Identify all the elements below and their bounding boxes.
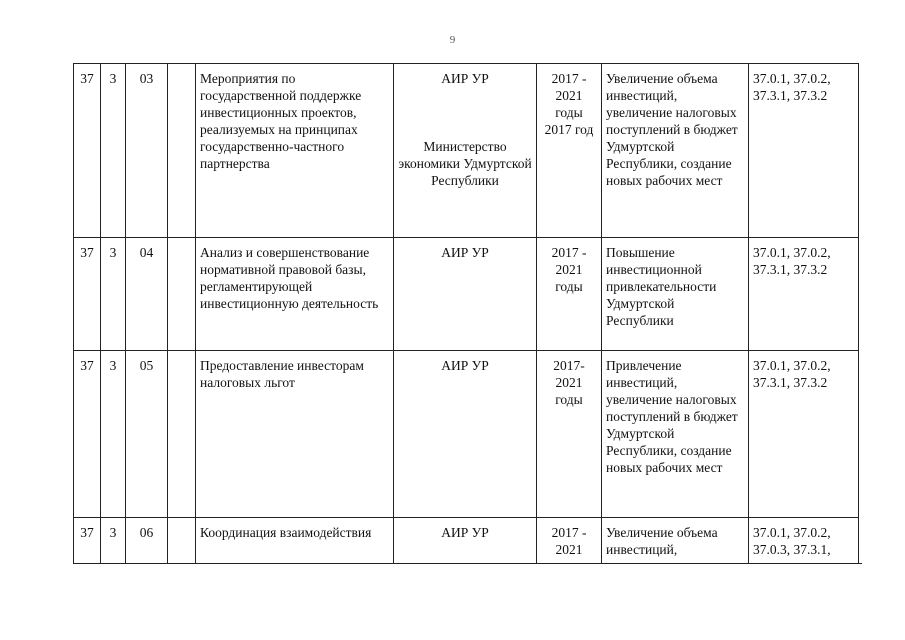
code-cell: 37 xyxy=(74,518,101,565)
result-cell: Повышение инвестиционной привлекательности Удмуртской Республики xyxy=(602,238,749,351)
result-cell: Увеличение объема инвестиций, увеличение налоговых поступлений в бюджет Удмуртской Республики, создание новых рабочих мест xyxy=(602,64,749,238)
indicators-cell: 37.0.1, 37.0.2, 37.3.1, 37.3.2 xyxy=(749,238,859,351)
indicators-cell: 37.0.1, 37.0.2, 37.3.1, 37.3.2 xyxy=(749,64,859,238)
code-cell: 05 xyxy=(126,351,168,518)
executor-text: АИР УР xyxy=(441,71,489,86)
indicators-cell: 37.0.1, 37.0.2, 37.3.1, 37.3.2 xyxy=(749,351,859,518)
program-table xyxy=(73,63,859,564)
executor-text: АИР УР xyxy=(441,245,489,260)
executor-cell xyxy=(394,64,537,238)
table-row xyxy=(74,351,859,518)
code-cell xyxy=(168,518,196,565)
table-row xyxy=(74,518,859,565)
code-cell: 37 xyxy=(74,238,101,351)
period-text: 2017 - 2021 годы xyxy=(551,245,587,294)
measure-name-cell: Предоставление инвесторам налоговых льгот xyxy=(196,351,394,518)
result-cell: Увеличение объема инвестиций, xyxy=(602,518,749,565)
measure-name-cell: Анализ и совершенствование нормативной правовой базы, регламентирующей инвестиционную деятельность xyxy=(196,238,394,351)
code-cell: 04 xyxy=(126,238,168,351)
code-cell xyxy=(168,238,196,351)
executor-cell xyxy=(394,238,537,351)
code-cell: 37 xyxy=(74,351,101,518)
period-cell xyxy=(537,64,602,238)
period-cell xyxy=(537,351,602,518)
code-cell: 03 xyxy=(126,64,168,238)
page-number: 9 xyxy=(449,34,456,46)
code-cell: 3 xyxy=(101,518,126,565)
period-text: 2017 - 2021 годы xyxy=(551,71,587,120)
period-text: 2017 год xyxy=(544,122,594,137)
program-table-viewport xyxy=(73,63,862,564)
executor-text: Министерство экономики Удмуртской Республики xyxy=(398,139,532,188)
period-text: 2017- 2021 годы xyxy=(553,358,585,407)
executor-cell xyxy=(394,351,537,518)
code-cell: 3 xyxy=(101,351,126,518)
table-row xyxy=(74,238,859,351)
executor-text: АИР УР xyxy=(441,358,489,373)
code-cell xyxy=(168,351,196,518)
code-cell: 37 xyxy=(74,64,101,238)
executor-text: АИР УР xyxy=(441,525,489,540)
executor-cell xyxy=(394,518,537,565)
period-cell xyxy=(537,518,602,565)
table-row xyxy=(74,64,859,238)
code-cell: 3 xyxy=(101,238,126,351)
code-cell xyxy=(168,64,196,238)
measure-name-cell: Координация взаимодействия xyxy=(196,518,394,565)
indicators-cell: 37.0.1, 37.0.2, 37.0.3, 37.3.1, xyxy=(749,518,859,565)
code-cell: 06 xyxy=(126,518,168,565)
period-cell xyxy=(537,238,602,351)
period-text: 2017 - 2021 xyxy=(551,525,587,557)
measure-name-cell: Мероприятия по государственной поддержке инвестиционных проектов, реализуемых на принципах государственно-частного партнерства xyxy=(196,64,394,238)
code-cell: 3 xyxy=(101,64,126,238)
result-cell: Привлечение инвестиций, увеличение налоговых поступлений в бюджет Удмуртской Республики, создание новых рабочих мест xyxy=(602,351,749,518)
